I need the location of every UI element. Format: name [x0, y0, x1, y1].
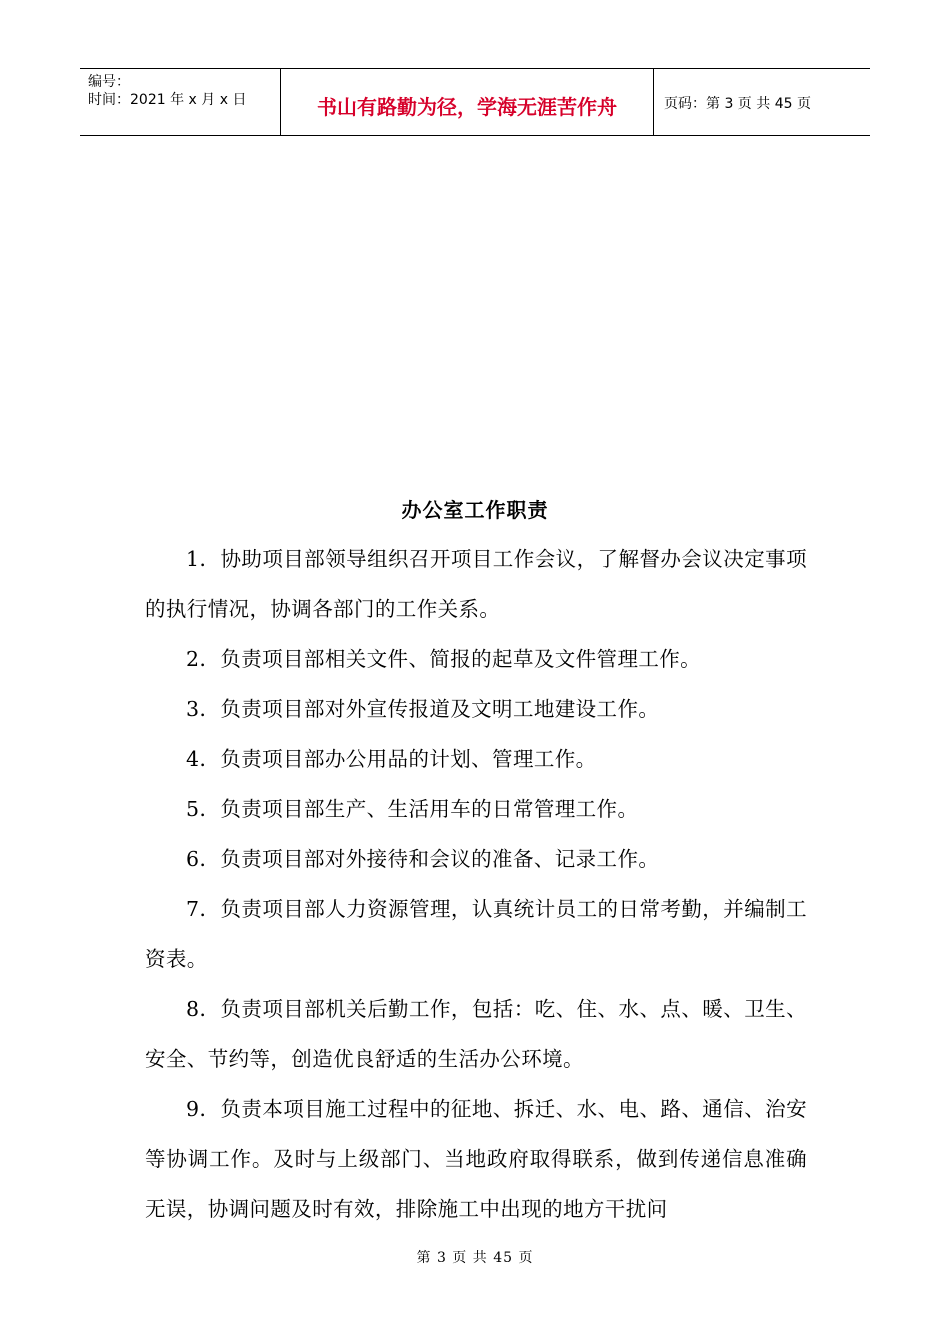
header-page-number: 页码：第 3 页 共 45 页	[664, 96, 811, 112]
paragraph-7: 7．负责项目部人力资源管理，认真统计员工的日常考勤，并编制工资表。	[145, 897, 807, 971]
document-number-label: 编号：	[88, 74, 130, 90]
paragraph-6: 6．负责项目部对外接待和会议的准备、记录工作。	[186, 847, 660, 871]
paragraph-9: 9．负责本项目施工过程中的征地、拆迁、水、电、路、通信、治安等协调工作。及时与上级部门、当地政府取得联系，做到传递信息准确无误，协调问题及时有效，排除施工中出现的地方干扰问	[145, 1097, 807, 1221]
header-motto: 书山有路勤为径，学海无涯苦作舟	[317, 95, 617, 119]
page-header	[80, 68, 870, 136]
page-footer: 第 3 页 共 45 页	[416, 1250, 534, 1266]
document-body	[145, 534, 807, 1234]
document-title: 办公室工作职责	[401, 498, 549, 522]
header-page-cell	[654, 69, 870, 135]
paragraph-8: 8．负责项目部机关后勤工作，包括：吃、住、水、点、暖、卫生、安全、节约等，创造优良舒适的生活办公环境。	[145, 997, 807, 1071]
document-date-label: 时间：2021 年 x 月 x 日	[88, 92, 247, 108]
paragraph-2: 2．负责项目部相关文件、简报的起草及文件管理工作。	[186, 647, 702, 671]
paragraph-5: 5．负责项目部生产、生活用车的日常管理工作。	[186, 797, 639, 821]
paragraph-4: 4．负责项目部办公用品的计划、管理工作。	[186, 747, 597, 771]
header-info-cell	[80, 69, 281, 135]
header-motto-cell	[281, 69, 654, 135]
paragraph-3: 3．负责项目部对外宣传报道及文明工地建设工作。	[186, 697, 660, 721]
paragraph-1: 1．协助项目部领导组织召开项目工作会议，了解督办会议决定事项的执行情况，协调各部门的工作关系。	[145, 547, 807, 621]
